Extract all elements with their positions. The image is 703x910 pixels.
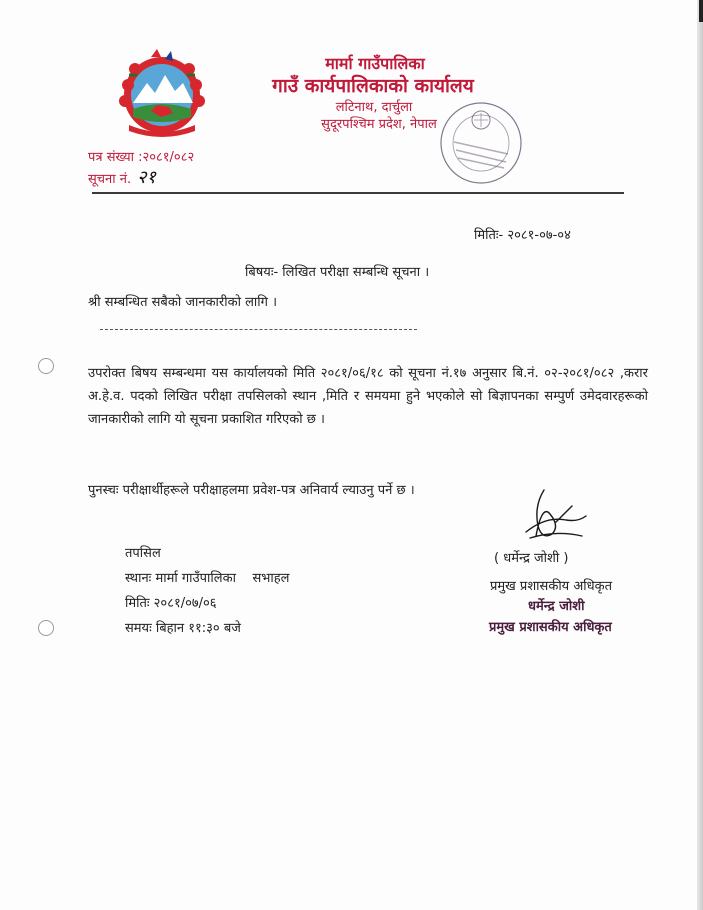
exam-details — [125, 541, 290, 641]
reference-value: २०८१/०८२ — [142, 150, 195, 165]
notice-number — [88, 165, 156, 189]
stamp-title: प्रमुख प्रशासकीय अधिकृत — [489, 620, 612, 635]
details-time: समयः बिहान ११:३० बजे — [125, 621, 241, 636]
stamp-name: धर्मेन्द्र जोशी — [528, 599, 585, 614]
signature-icon — [516, 486, 594, 548]
municipality-name: मार्मा गाउँपालिका — [325, 54, 425, 73]
notice-label: सूचना नं. — [88, 172, 132, 187]
punch-hole-icon — [38, 358, 54, 374]
punch-hole-icon — [38, 620, 54, 636]
nepal-emblem-icon — [113, 45, 211, 137]
scan-corner — [699, 0, 703, 22]
letter-subject: बिषयः- लिखित परीक्षा सम्बन्धि सूचना । — [245, 265, 430, 280]
header-divider — [92, 192, 624, 194]
reference-number — [88, 147, 194, 165]
scan-edge — [697, 0, 703, 910]
body-paragraph: उपरोक्त बिषय सम्बन्धमा यस कार्यालयको मिति २०८१/०६/१८ को सूचना नं.१७ अनुसार बि.नं. ०२-२०८१/०८२ ,करार अ.हे.व. पदको लिखित परीक्षा तपसिलको स्थान ,मिति र समयमा हुने भएकोले सो बिज्ञापनका सम्पुर्ण उमेदवारहरूको जानकारीको लागि यो सूचना प्रकाशित गरिएको छ । — [88, 366, 648, 427]
salutation: श्री सम्बन्धित सबैको जानकारीको लागि । — [88, 295, 278, 310]
details-heading: तपसिल — [125, 546, 161, 561]
signatory-title: प्रमुख प्रशासकीय अधिकृत — [490, 579, 613, 594]
office-province: सुदूरपश्चिम प्रदेश, नेपाल — [321, 117, 437, 132]
dashed-separator — [100, 329, 417, 330]
office-address: लटिनाथ, दार्चुला — [335, 100, 413, 115]
office-seal-icon — [432, 98, 530, 188]
notice-value: २१ — [137, 167, 156, 188]
office-name: गाउँ कार्यपालिकाको कार्यालय — [272, 75, 474, 97]
details-date: मितिः २०८१/०७/०६ — [125, 596, 217, 611]
postscript: पुनस्चः परीक्षार्थीहरूले परीक्षाहलमा प्रवेश-पत्र अनिवार्य ल्याउनु पर्ने छ । — [88, 483, 415, 498]
letter-date: मितिः- २०८१-०७-०४ — [474, 228, 571, 243]
details-venue: स्थानः मार्मा गाउँपालिका सभाहल — [125, 571, 290, 586]
signatory-name: ( धर्मेन्द्र जोशी ) — [494, 551, 569, 566]
reference-label: पत्र संख्या : — [88, 150, 143, 165]
